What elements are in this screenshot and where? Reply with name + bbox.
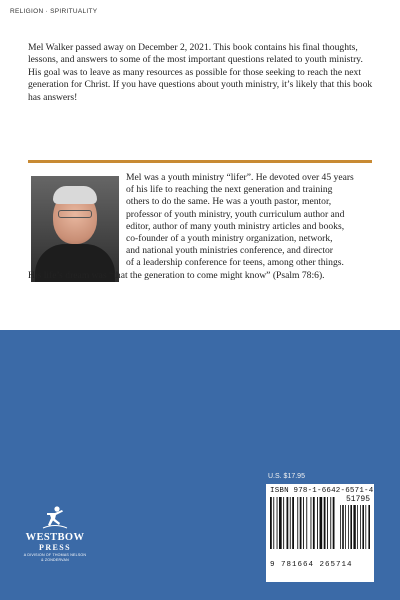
author-photo-hair [53, 186, 97, 204]
publisher-name: WESTBOW [25, 532, 85, 543]
isbn-text: ISBN 978-1-6642-6571-4 [270, 487, 374, 495]
author-photo-glasses [58, 210, 92, 218]
barcode-digits: 9 781664 265714 [270, 561, 353, 569]
bio-line: of his life to reaching the next generation and training [126, 184, 333, 196]
barcode-bar [317, 497, 318, 549]
author-photo [31, 176, 119, 282]
bio-line: co-founder of a youth ministry organization, network, [126, 233, 333, 244]
barcode-bar [273, 497, 274, 549]
barcode-bar [306, 497, 307, 549]
barcode-supplement-bar [368, 505, 370, 549]
bio-line: editor, author of many youth ministry articles and books, [126, 220, 345, 232]
bio-line: of a leadership conference for teens, among other things. [126, 257, 344, 269]
barcode-bars [270, 497, 370, 557]
barcode-supplement-bar [362, 505, 364, 549]
barcode-bar [333, 497, 335, 549]
barcode-bar [300, 497, 302, 549]
barcode-supplement-bar [345, 505, 346, 549]
barcode-supplement-bar [350, 505, 352, 549]
bio-line: professor of youth ministry, youth curriculum author and [126, 208, 345, 220]
barcode-box [266, 484, 374, 582]
barcode-supplement-bar [365, 505, 366, 549]
barcode-bar [270, 497, 272, 549]
barcode-bar [292, 497, 294, 549]
barcode-bar [313, 497, 315, 549]
barcode-supplement-bar [357, 505, 358, 549]
barcode-bar [327, 497, 328, 549]
bio-line: and national youth ministries conference, and director [126, 245, 333, 257]
intro-paragraph: Mel Walker passed away on December 2, 2021. This book contains his final thoughts, lessons, and answers to some of the most important questions related to youth ministry. His goal was to leave as many resources as possible for those seeking to reach the next generation for Christ. If you have questions about youth ministry, it’s likely that this book has answers! [28, 42, 373, 103]
barcode-bar [297, 497, 298, 549]
category-label: RELIGION · SPIRITUALITY [10, 8, 98, 15]
publisher-logo [20, 504, 90, 563]
divider-rule [28, 160, 372, 163]
barcode-bar [290, 497, 291, 549]
barcode-bar [287, 497, 289, 549]
runner-icon [42, 504, 68, 530]
bio-line: others to do the same. He was a youth pastor, mentor, [126, 196, 332, 208]
barcode-supplement: 51795 [345, 495, 370, 504]
barcode-bar [277, 497, 278, 549]
barcode-bar [283, 497, 284, 549]
barcode-area [270, 497, 370, 569]
barcode-bar [279, 497, 282, 549]
barcode-bar [311, 497, 312, 549]
barcode-supplement-bar [360, 505, 361, 549]
bio-line: Mel was a youth ministry “lifer”. He devoted over 45 years [126, 172, 354, 183]
publisher-tagline-2: & ZONDERVAN [41, 558, 69, 563]
publisher-tagline: A DIVISION OF THOMAS NELSON [23, 553, 87, 557]
barcode-bar [324, 497, 326, 549]
price-label: U.S. $17.95 [268, 473, 305, 480]
barcode-bar [330, 497, 331, 549]
barcode-supplement-bar [353, 505, 355, 549]
barcode-bar [320, 497, 323, 549]
barcode-supplement-bar [342, 505, 344, 549]
barcode-supplement-bar [348, 505, 349, 549]
publisher-name-2: PRESS [39, 543, 71, 552]
barcode-supplement-bar [340, 505, 341, 549]
bio-line: His life’s dream was “that the generation to come might know” (Psalm 78:6). [28, 269, 325, 281]
barcode-bar [303, 497, 304, 549]
